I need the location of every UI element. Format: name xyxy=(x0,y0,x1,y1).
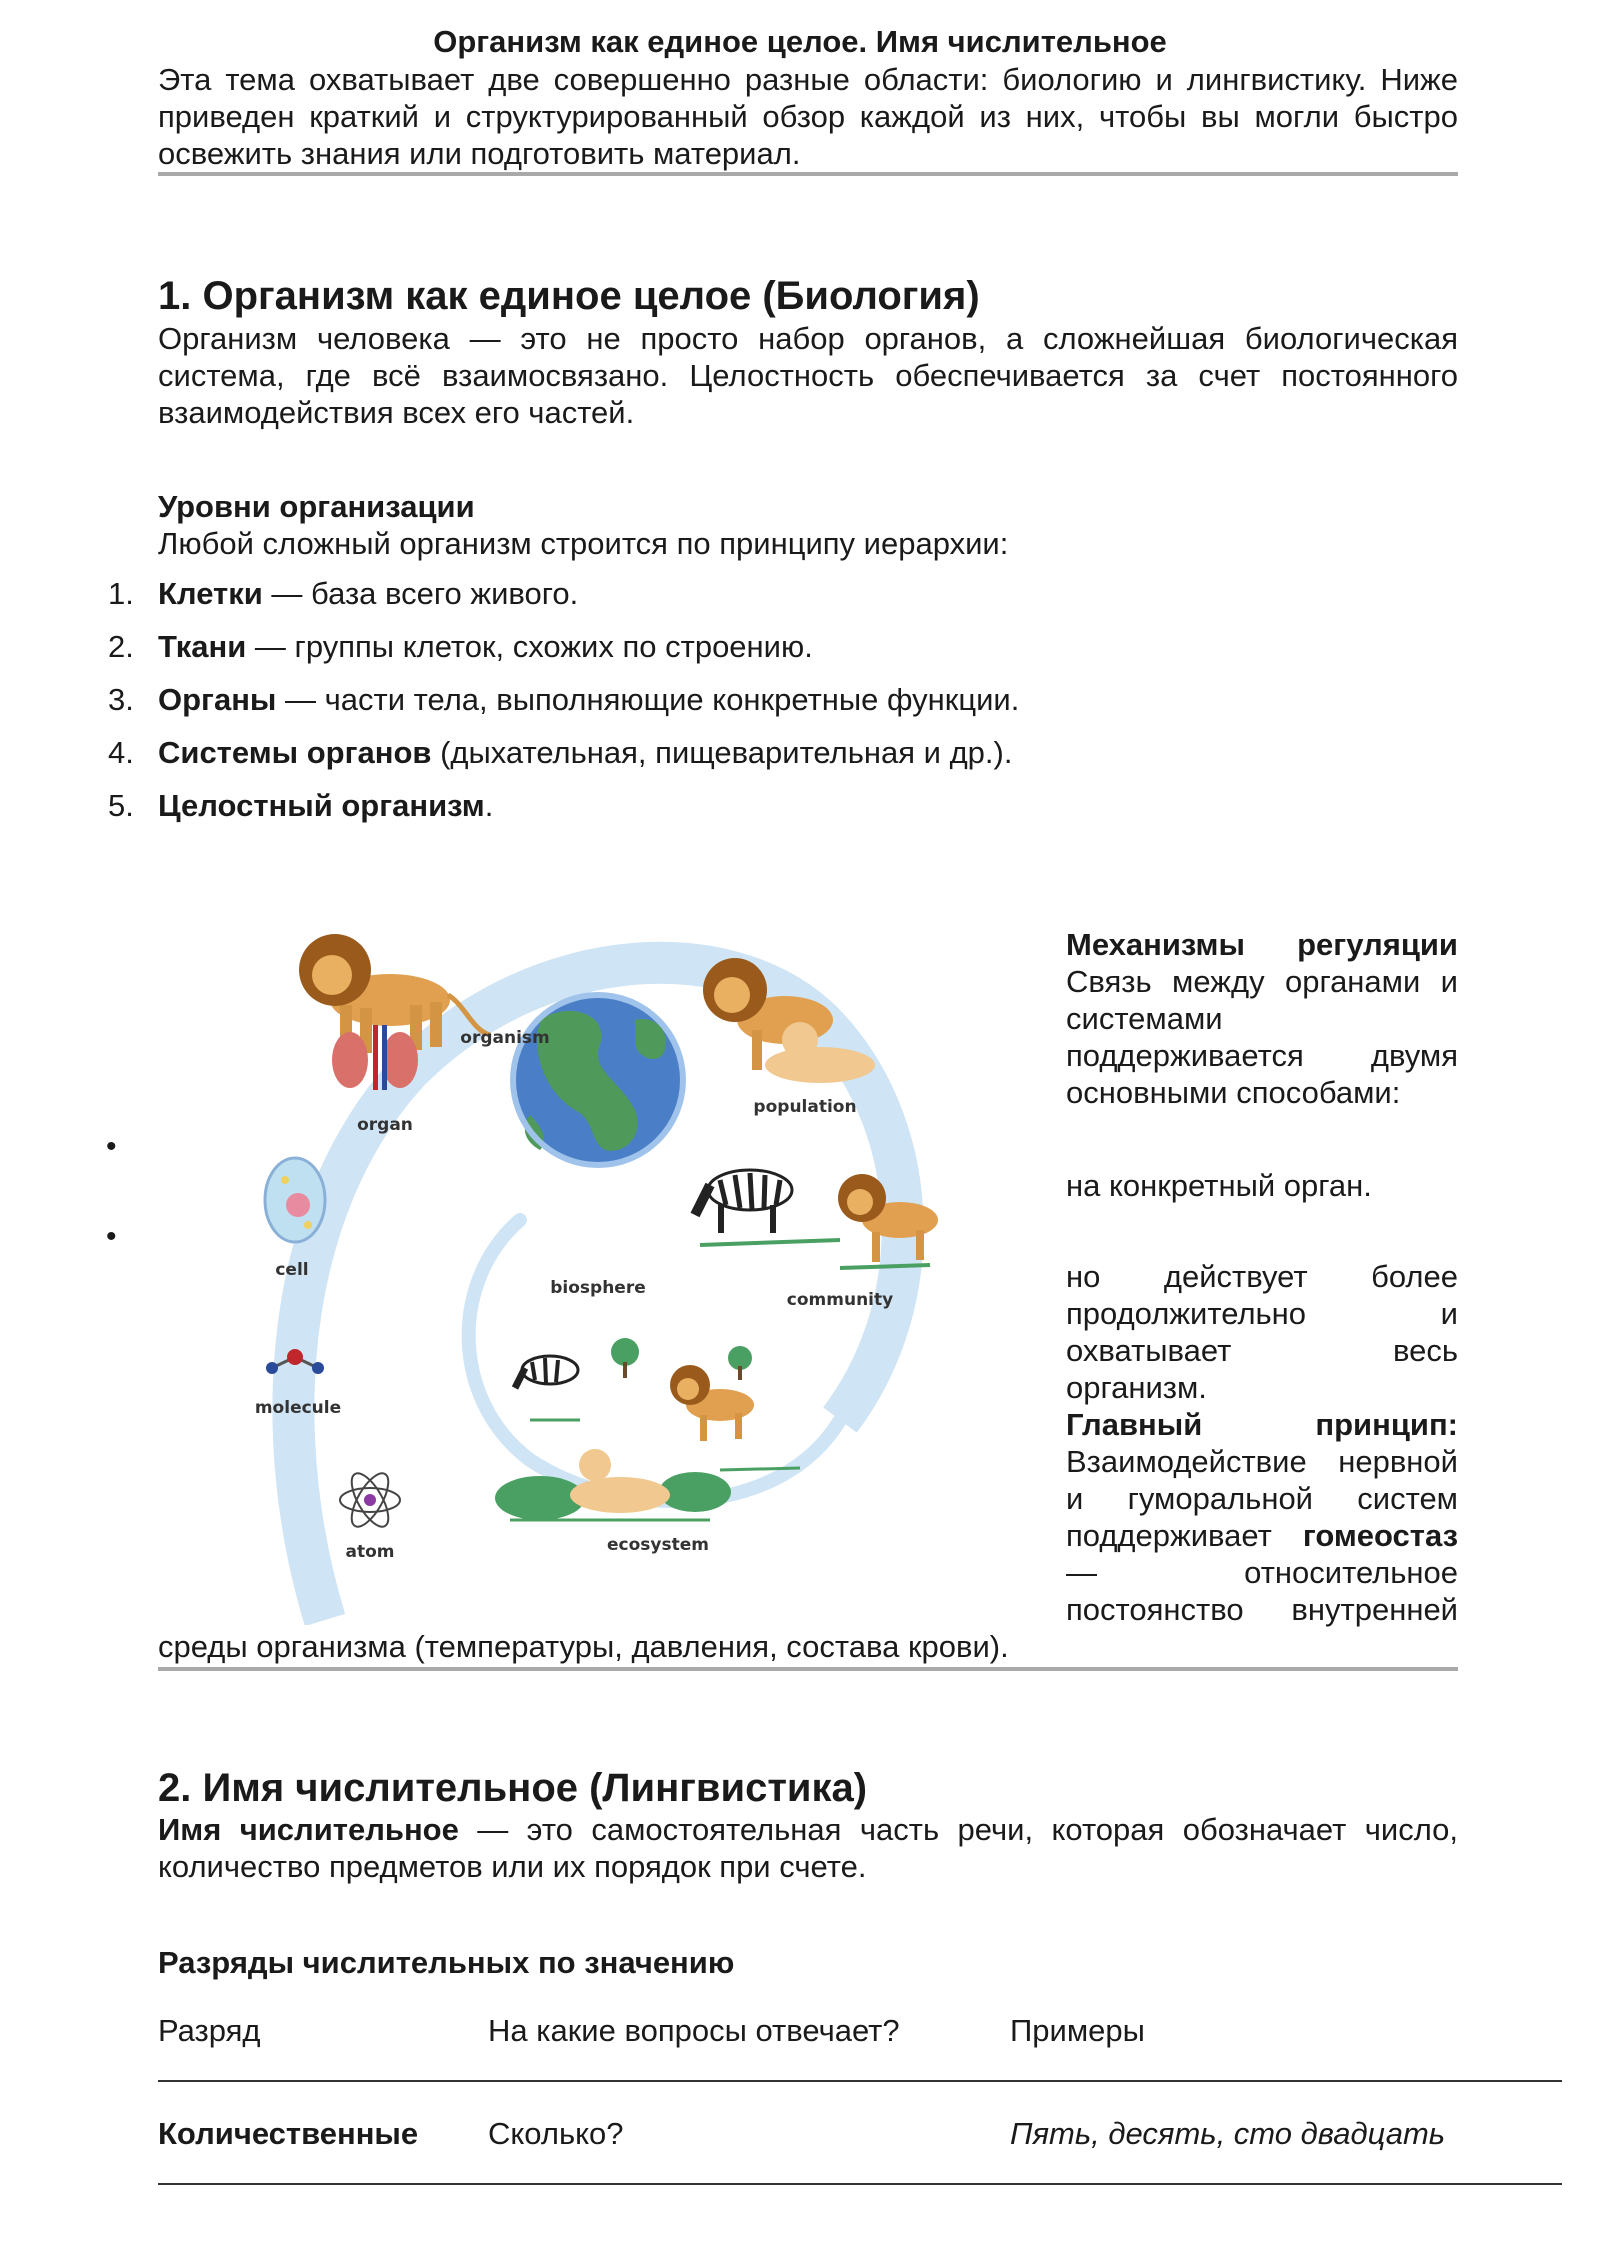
levels-intro: Любой сложный организм строится по принципу иерархии: xyxy=(158,526,1009,561)
diagram-label: molecule xyxy=(254,1398,342,1418)
section2-heading: 2. Имя числительное (Лингвистика) xyxy=(158,1766,868,1810)
table-heading: Разряды числительных по значению xyxy=(158,1945,735,1980)
mechanisms-heading: Механизмы регуляции xyxy=(1066,927,1458,962)
text-line: поддерживается двумя xyxy=(1066,1038,1458,1073)
homeostasis-term: гомеостаз xyxy=(1302,1518,1458,1553)
bullet-marker: • xyxy=(106,1130,117,1163)
levels-heading: Уровни организации xyxy=(158,489,475,524)
diagram-label: biosphere xyxy=(550,1278,646,1298)
cell-icon xyxy=(265,1158,325,1242)
bullet-marker: • xyxy=(106,1220,117,1253)
kidney-icon xyxy=(332,1025,418,1090)
diagram-label: organism xyxy=(460,1028,550,1048)
organization-levels-diagram xyxy=(240,880,1000,1625)
document-title: Организм как единое целое. Имя числительное xyxy=(433,24,1167,59)
principle-label: Главный принцип: xyxy=(1066,1407,1458,1442)
numeral-definition: Имя числительное — это самостоятельная часть речи, которая обозначает число, количество предметов или их порядок при счете. xyxy=(158,1812,1458,1884)
section-divider xyxy=(158,172,1458,176)
diagram-label: cell xyxy=(275,1260,309,1280)
list-item: 1. Клетки — база всего живого. xyxy=(108,576,579,611)
mechanism-item-text: на конкретный орган. xyxy=(1066,1168,1372,1203)
list-item: 2. Ткани — группы клеток, схожих по строению. xyxy=(108,629,813,664)
text-line: системами xyxy=(1066,1001,1223,1036)
list-item: 4. Системы органов (дыхательная, пищеварительная и др.). xyxy=(108,735,1013,770)
table-rule xyxy=(158,2183,1562,2185)
mechanism-item-text: но действует более продолжительно и охватывает весь организм. Главный принцип: Взаимодействие нервной и гуморальной систем поддерживает гомеостаз — относительное постоянство внутренней xyxy=(1066,1259,1458,1627)
table-cell-category: Количественные xyxy=(158,2116,419,2151)
list-item: 5. Целостный организм. xyxy=(108,788,494,823)
mechanisms-column xyxy=(1066,926,1458,1111)
atom-icon xyxy=(340,1468,400,1532)
section1-heading: 1. Организм как единое целое (Биология) xyxy=(158,274,980,318)
table-cell-question: Сколько? xyxy=(488,2116,624,2151)
table-header-question: На какие вопросы отвечает? xyxy=(488,2013,900,2048)
diagram-label: atom xyxy=(345,1542,395,1562)
table-rule xyxy=(158,2080,1562,2082)
table-header-category: Разряд xyxy=(158,2013,261,2048)
levels-list xyxy=(108,575,1308,840)
diagram-label: population xyxy=(753,1097,857,1117)
list-item: 3. Органы — части тела, выполняющие конкретные функции. xyxy=(108,682,1020,717)
earth-icon xyxy=(513,995,683,1165)
text-line: среды организма (температуры, давления, состава крови). xyxy=(158,1629,1009,1664)
intro-paragraph: Эта тема охватывает две совершенно разные области: биологию и лингвистику. Ниже приведен краткий и структурированный обзор каждой из них, чтобы вы могли быстро освежить знания или подготовить материал. xyxy=(158,62,1458,171)
section-divider xyxy=(158,1667,1458,1671)
table-header-examples: Примеры xyxy=(1010,2013,1145,2048)
diagram-label: ecosystem xyxy=(607,1535,709,1555)
diagram-label: organ xyxy=(357,1115,413,1135)
diagram-label: community xyxy=(786,1290,894,1310)
zebra-icon xyxy=(695,1170,840,1245)
table-cell-examples: Пять, десять, сто двадцать xyxy=(1010,2116,1446,2151)
spiral-inner-arc xyxy=(469,1220,840,1501)
table-row xyxy=(158,2115,418,2152)
section1-paragraph: Организм человека — это не просто набор органов, а сложнейшая биологическая система, где всё взаимосвязано. Целостность обеспечивается за счет постоянного взаимодействия всех его частей. xyxy=(158,321,1458,430)
text-line: основными способами: xyxy=(1066,1075,1401,1110)
text-line: Связь между органами и xyxy=(1066,964,1458,999)
